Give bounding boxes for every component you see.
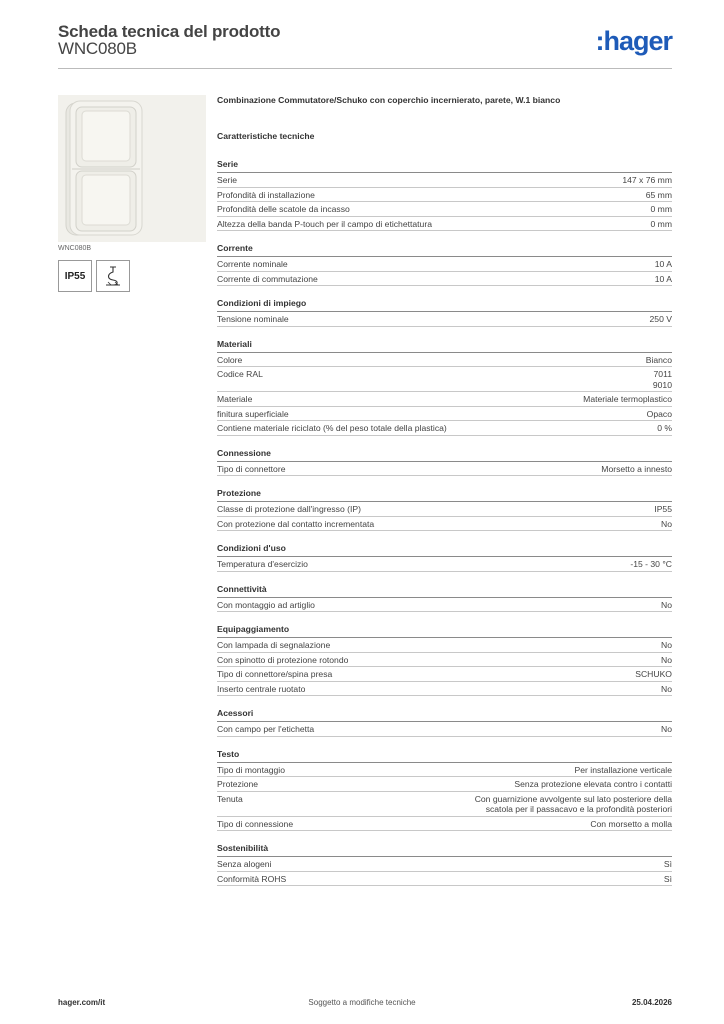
spec-value: No <box>661 654 672 665</box>
spec-label: Corrente nominale <box>217 259 288 269</box>
spec-label: Tipo di connessione <box>217 818 294 829</box>
outdoor-symbol-icon <box>96 260 130 292</box>
spec-value: 0 mm <box>650 218 672 229</box>
spec-value: Senza protezione elevata contro i contatti <box>514 779 672 789</box>
image-caption: WNC080B <box>58 245 92 252</box>
spec-value: SCHUKO <box>635 669 672 679</box>
spec-row <box>217 173 672 188</box>
spec-section <box>217 624 672 696</box>
outdoor-symbol-glyph <box>101 264 125 288</box>
spec-row <box>217 188 672 203</box>
spec-row <box>217 722 672 737</box>
spec-row <box>217 217 672 232</box>
spec-value: 250 V <box>649 314 672 324</box>
spec-label: Tenuta <box>217 793 243 804</box>
spec-section <box>217 339 672 436</box>
section-heading: Condizioni di impiego <box>217 298 672 312</box>
spec-section <box>217 749 672 832</box>
footer-date: 25.04.2026 <box>631 998 672 1007</box>
spec-label: Senza alogeni <box>217 859 272 869</box>
section-heading: Materiali <box>217 339 672 353</box>
spec-label: Con lampada di segnalazione <box>217 640 331 650</box>
spec-row <box>217 557 672 572</box>
spec-value: Materiale termoplastico <box>583 394 672 404</box>
page-title: Scheda tecnica del prodotto <box>58 22 281 41</box>
spec-value: 10 A <box>654 259 672 269</box>
spec-row <box>217 392 672 407</box>
product-code: WNC080B <box>58 39 137 58</box>
spec-row <box>217 272 672 287</box>
spec-row <box>217 502 672 517</box>
spec-label: Protezione <box>217 779 259 789</box>
ip-rating-badge: IP55 <box>58 260 92 292</box>
spec-row <box>217 462 672 477</box>
hager-logo: :hager <box>595 26 672 56</box>
spec-value: Per installazione verticale <box>574 764 672 775</box>
spec-value: -15 - 30 °C <box>630 559 672 569</box>
spec-row <box>217 763 672 778</box>
spec-label: Conformità ROHS <box>217 873 287 884</box>
footer-website: hager.com/it <box>58 998 106 1007</box>
spec-value: Bianco <box>645 354 672 365</box>
spec-row <box>217 667 672 682</box>
spec-value: 0 % <box>657 423 672 433</box>
spec-value: Opaco <box>646 408 672 419</box>
spec-value: Sì <box>663 873 672 884</box>
spec-value: Con guarnizione avvolgente sul lato posteriore della scatola per il passacavo e la profondità posteriori <box>474 793 672 814</box>
spec-section <box>217 708 672 737</box>
section-heading: Sostenibilità <box>217 843 672 857</box>
section-heading: Connessione <box>217 448 672 462</box>
spec-value: 7011 9010 <box>652 369 672 390</box>
spec-row <box>217 257 672 272</box>
spec-section <box>217 584 672 613</box>
section-heading: Protezione <box>217 488 672 502</box>
spec-value: IP55 <box>654 504 672 514</box>
spec-label: Con protezione dal contatto incrementata <box>217 518 375 529</box>
header-divider <box>58 68 672 69</box>
spec-value: 10 A <box>654 273 672 284</box>
section-heading: Acessori <box>217 708 672 722</box>
spec-label: Contiene materiale riciclato (% del peso totale della plastica) <box>217 423 447 433</box>
spec-row <box>217 653 672 668</box>
spec-row <box>217 817 672 832</box>
spec-section <box>217 543 672 572</box>
spec-label: Altezza della banda P-touch per il campo di etichettatura <box>217 218 432 229</box>
spec-label: Con campo per l'etichetta <box>217 724 315 734</box>
spec-value: No <box>661 683 672 694</box>
spec-label: Materiale <box>217 394 253 404</box>
spec-value: No <box>661 518 672 529</box>
spec-row <box>217 792 672 817</box>
spec-sheet <box>217 95 672 886</box>
spec-row <box>217 421 672 436</box>
spec-value: Morsetto a innesto <box>601 463 672 474</box>
spec-value: No <box>661 599 672 610</box>
spec-label: Tipo di connettore/spina presa <box>217 669 333 679</box>
section-heading: Condizioni d'uso <box>217 543 672 557</box>
spec-subtitle: Caratteristiche tecniche <box>217 131 315 141</box>
spec-label: Inserto centrale ruotato <box>217 683 306 694</box>
spec-row <box>217 353 672 368</box>
product-description: Combinazione Commutatore/Schuko con coperchio incernierato, parete, W.1 bianco <box>217 95 561 105</box>
section-heading: Connettività <box>217 584 672 598</box>
spec-row <box>217 857 672 872</box>
spec-label: Profondità di installazione <box>217 189 315 200</box>
spec-label: Codice RAL <box>217 369 263 379</box>
spec-value: Con morsetto a molla <box>590 818 672 829</box>
spec-section <box>217 843 672 886</box>
spec-label: Classe di protezione dall'ingresso (IP) <box>217 504 361 514</box>
spec-label: Con spinotto di protezione rotondo <box>217 654 349 665</box>
spec-section <box>217 298 672 327</box>
spec-label: Serie <box>217 175 238 185</box>
spec-row <box>217 407 672 422</box>
spec-row <box>217 312 672 327</box>
spec-value: Sì <box>663 859 672 869</box>
spec-value: 65 mm <box>645 189 672 200</box>
spec-row <box>217 777 672 792</box>
product-image <box>58 95 206 242</box>
spec-value: No <box>661 640 672 650</box>
spec-section <box>217 488 672 531</box>
spec-row <box>217 517 672 532</box>
spec-label: Colore <box>217 354 243 365</box>
spec-section <box>217 159 672 231</box>
spec-row <box>217 598 672 613</box>
spec-label: Temperatura d'esercizio <box>217 559 308 569</box>
section-heading: Corrente <box>217 243 672 257</box>
spec-label: Tensione nominale <box>217 314 289 324</box>
footer-note: Soggetto a modifiche tecniche <box>308 998 416 1007</box>
spec-row <box>217 367 672 392</box>
spec-label: finitura superficiale <box>217 408 289 419</box>
spec-row <box>217 872 672 887</box>
spec-row <box>217 202 672 217</box>
spec-section <box>217 448 672 477</box>
spec-row <box>217 638 672 653</box>
spec-label: Con montaggio ad artiglio <box>217 599 315 610</box>
section-heading: Serie <box>217 159 672 173</box>
spec-label: Profondità delle scatole da incasso <box>217 204 350 214</box>
section-heading: Equipaggiamento <box>217 624 672 638</box>
spec-section <box>217 243 672 286</box>
spec-value: 0 mm <box>650 204 672 214</box>
product-illustration <box>58 95 206 242</box>
spec-sections <box>217 159 672 886</box>
section-heading: Testo <box>217 749 672 763</box>
spec-row <box>217 682 672 697</box>
spec-label: Corrente di commutazione <box>217 273 318 284</box>
spec-value: No <box>661 724 672 734</box>
badge-row <box>58 260 130 292</box>
spec-value: 147 x 76 mm <box>622 175 672 185</box>
spec-label: Tipo di connettore <box>217 463 286 474</box>
spec-label: Tipo di montaggio <box>217 764 285 775</box>
